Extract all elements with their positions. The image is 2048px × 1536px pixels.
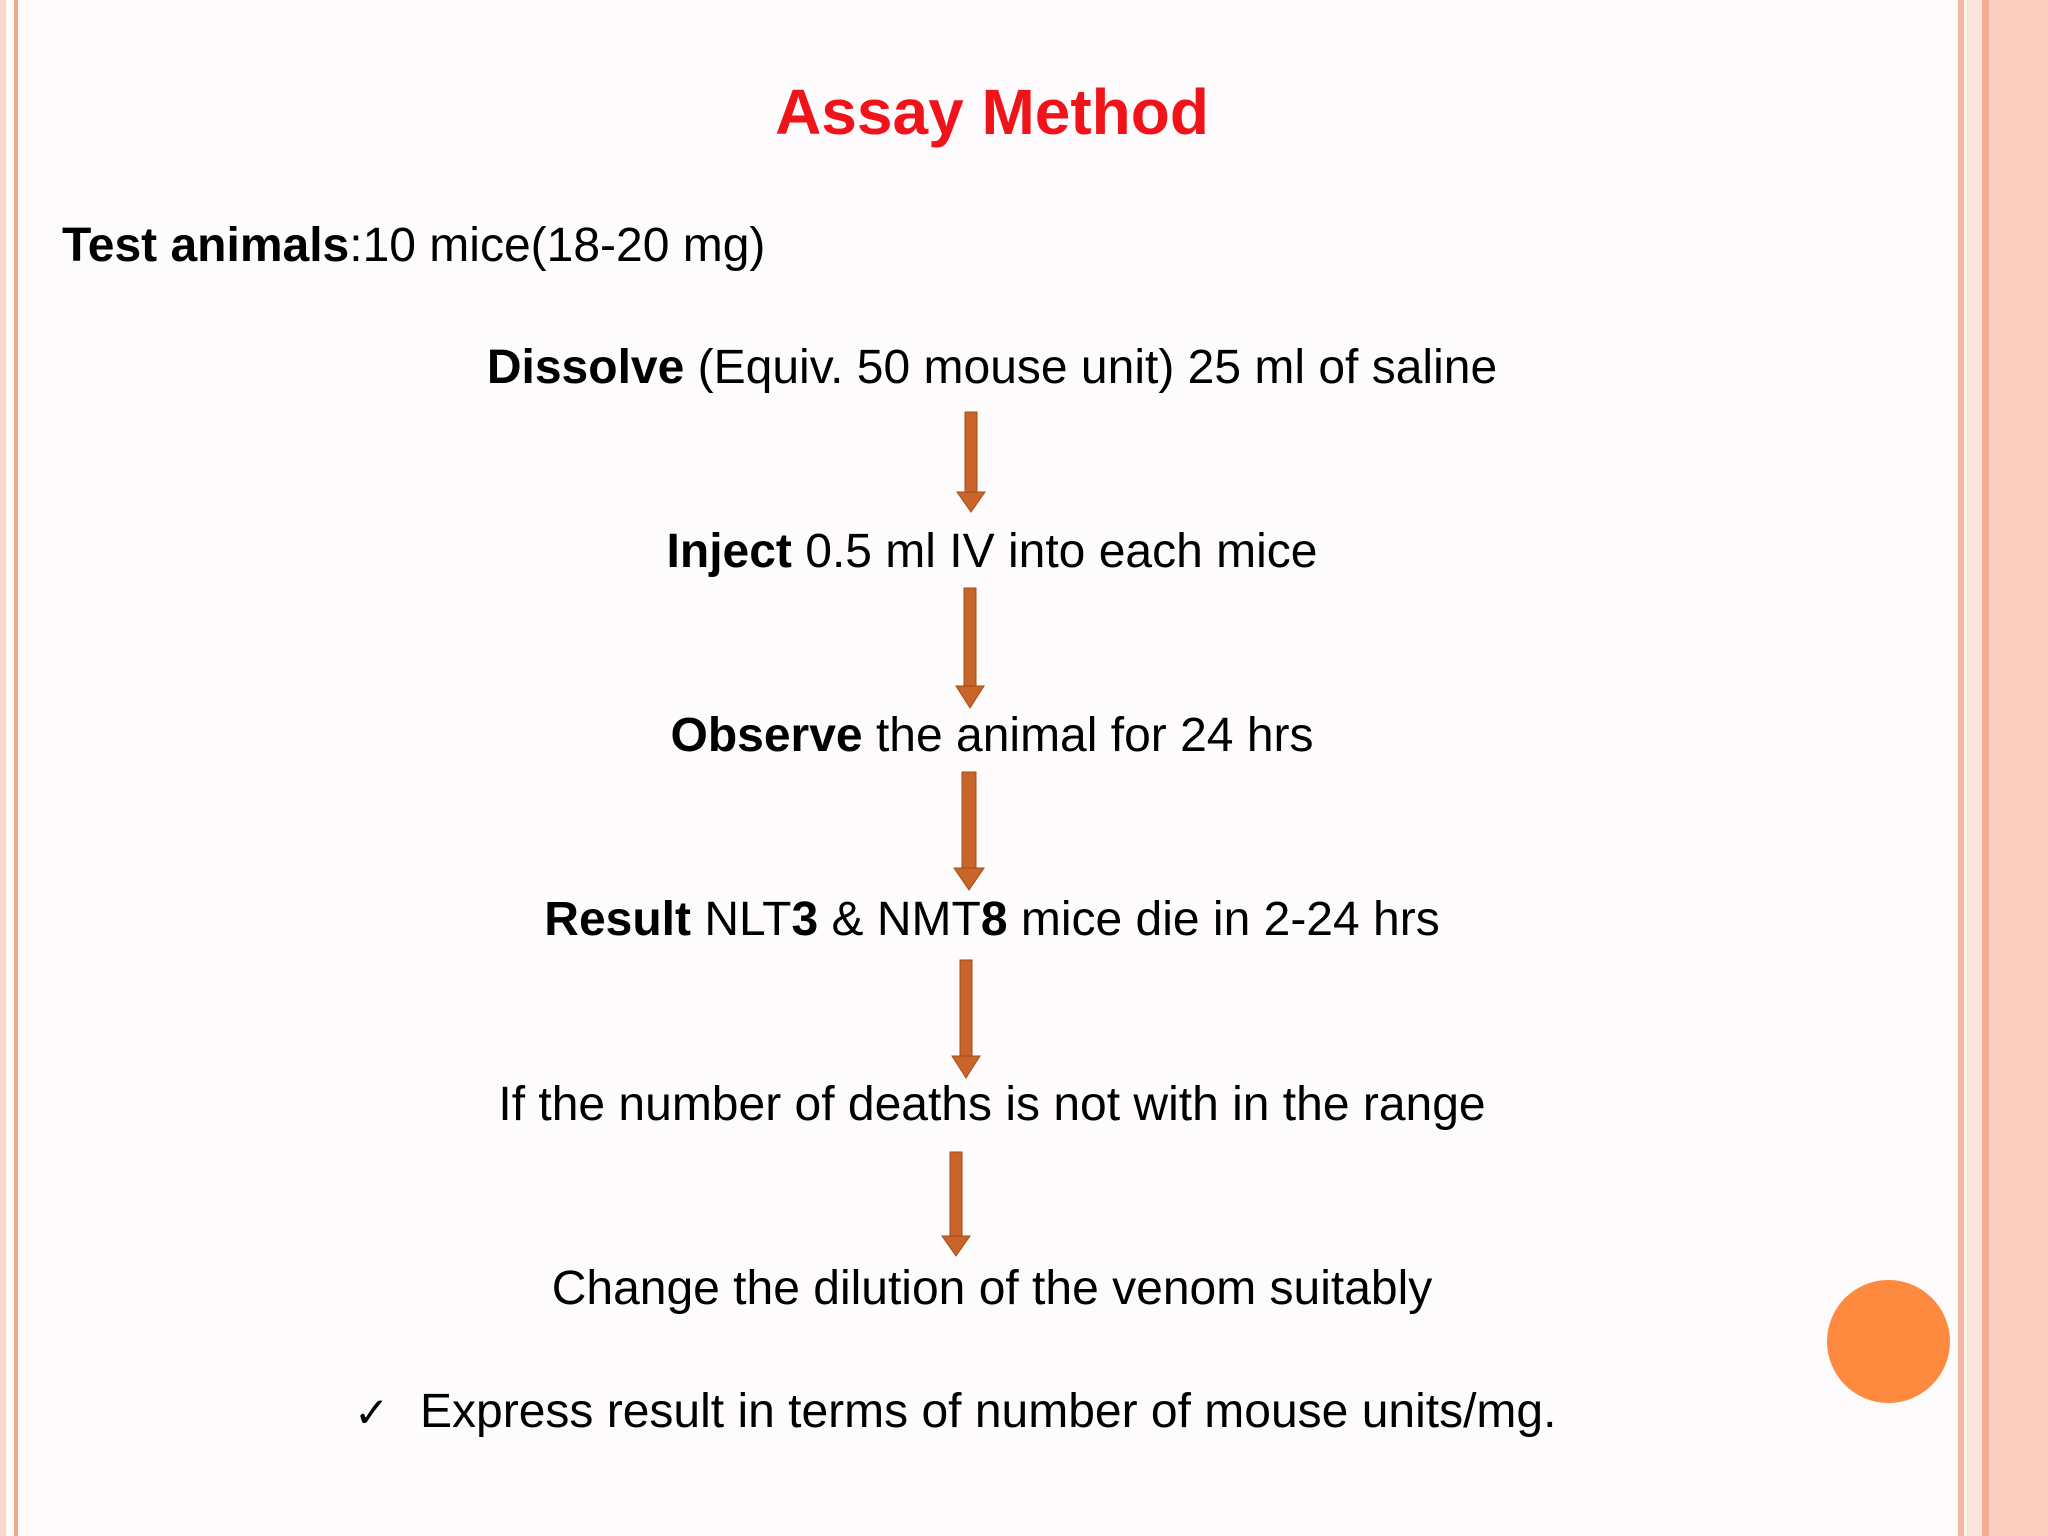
- right-border-band: [1989, 0, 2048, 1536]
- express-result-note: [354, 1384, 1556, 1441]
- test-animals-line: [62, 218, 765, 274]
- step-dissolve-keyword: Dissolve: [486, 341, 685, 394]
- step-result-keyword: Result: [544, 893, 691, 946]
- flow-arrow-down-icon: [950, 958, 982, 1080]
- decorative-orange-circle: [1827, 1280, 1950, 1403]
- step-inject-text: 0.5 ml IV into each mice: [791, 525, 1318, 578]
- step-result-nmt-value: 8: [980, 893, 1008, 946]
- step-observe: [0, 708, 1984, 764]
- step-inject-keyword: Inject: [666, 525, 792, 578]
- step-change-dilution-text: Change the dilution of the venom suitably: [551, 1262, 1433, 1315]
- checkmark-icon: ✓: [354, 1389, 390, 1436]
- step-dissolve: [0, 340, 1984, 396]
- step-result-text-1: NLT: [691, 893, 792, 946]
- step-inject: [0, 524, 1984, 580]
- step-range-check-text: If the number of deaths is not with in the range: [498, 1078, 1486, 1131]
- slide-title: Assay Method: [775, 76, 1209, 148]
- step-result: [0, 892, 1984, 948]
- flow-arrow-down-icon: [955, 410, 987, 514]
- step-result-text-2: & NMT: [818, 893, 981, 946]
- step-result-text-3: mice die in 2-24 hrs: [1007, 893, 1440, 946]
- step-dissolve-text: (Equiv. 50 mouse unit) 25 ml of saline: [684, 341, 1498, 394]
- flow-arrow-down-icon: [940, 1150, 972, 1258]
- step-result-nlt-value: 3: [791, 893, 819, 946]
- step-range-check: [0, 1077, 1984, 1133]
- step-observe-text: the animal for 24 hrs: [862, 709, 1314, 762]
- express-result-text: Express result in terms of number of mouse units/mg.: [420, 1385, 1557, 1438]
- test-animals-text: :10 mice(18-20 mg): [349, 219, 766, 272]
- test-animals-label: Test animals: [62, 219, 350, 272]
- flow-arrow-down-icon: [952, 770, 986, 892]
- flow-arrow-down-icon: [954, 586, 986, 710]
- step-change-dilution: [0, 1261, 1984, 1317]
- step-observe-keyword: Observe: [670, 709, 863, 762]
